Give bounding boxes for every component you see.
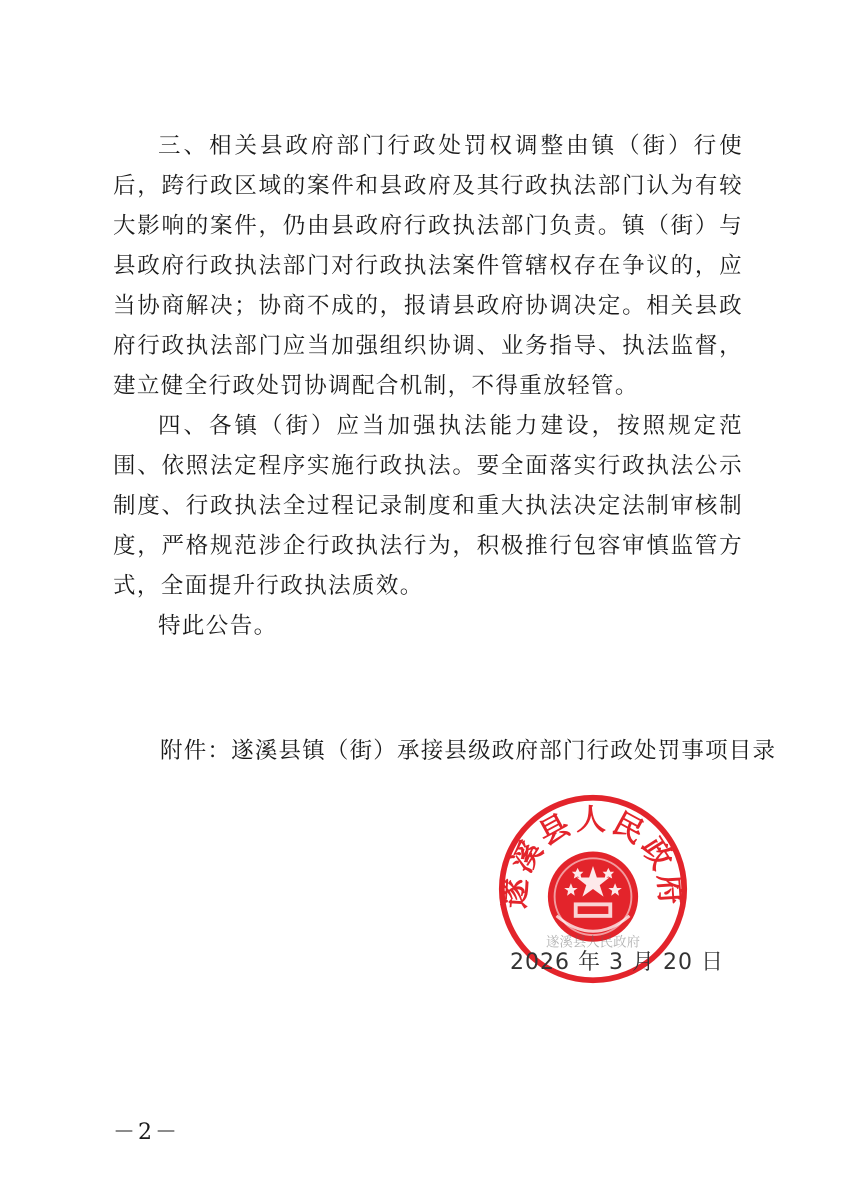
attachment-line: 附件：遂溪县镇（街）承接县级政府部门行政处罚事项目录 xyxy=(160,738,777,764)
national-emblem-icon xyxy=(548,852,638,942)
closing-notice: 特此公告。 xyxy=(158,613,278,639)
svg-text:遂溪县人民政府: 遂溪县人民政府 xyxy=(545,935,641,951)
document-body xyxy=(113,126,743,646)
issue-date: 2026 年 3 月 20 日 xyxy=(510,950,724,975)
svg-text:遂溪县人民政府: 遂溪县人民政府 xyxy=(497,802,689,910)
paragraph-four: 四、各镇（街）应当加强执法能力建设，按照规定范围、依照法定程序实施行政执法。要全面落实行政执法公示制度、行政执法全过程记录制度和重大执法决定法制审核制度，严格规范涉企行政执法行为，积极推行包容审慎监管方式，全面提升行政执法质效。 xyxy=(113,413,743,599)
page-number: －2－ xyxy=(113,1120,180,1145)
paragraph-three: 三、相关县政府部门行政处罚权调整由镇（街）行使后，跨行政区域的案件和县政府及其行政执法部门认为有较大影响的案件，仍由县政府行政执法部门负责。镇（街）与县政府行政执法部门对行政执法案件管辖权存在争议的，应当协商解决；协商不成的，报请县政府协调决定。相关县政府行政执法部门应当加强组织协调、业务指导、执法监督，建立健全行政处罚协调配合机制，不得重放轻管。 xyxy=(113,133,743,399)
